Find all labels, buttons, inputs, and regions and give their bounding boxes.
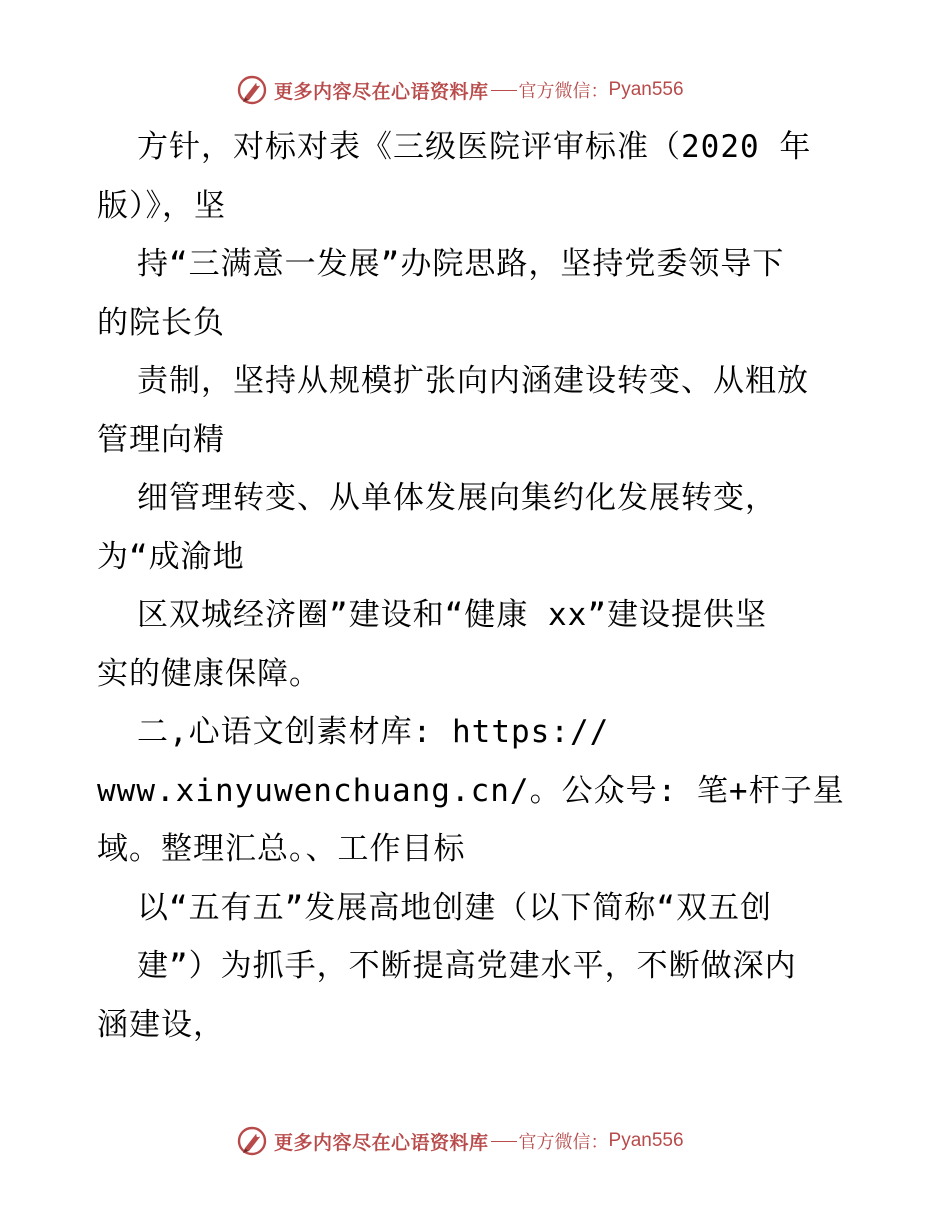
text-line: 的院长负 bbox=[97, 304, 225, 341]
text-line: 管理向精 bbox=[97, 421, 225, 458]
text-line: 二,心语文创素材库: https:// bbox=[137, 714, 610, 750]
text-line: 方针，对标对表《三级医院评审标准（2020 年 bbox=[137, 129, 812, 165]
text-line: www.xinyuwenchuang.cn/。公众号: 笔+杆子星 bbox=[97, 772, 845, 809]
text-line: 持“三满意一发展”办院思路，坚持党委领导下 bbox=[137, 246, 785, 282]
document-body bbox=[97, 118, 857, 1054]
footer-wechat-label: 官方微信： bbox=[518, 1132, 609, 1153]
footer-wechat-id: Pyan556 bbox=[608, 1130, 684, 1151]
header-banner[interactable] bbox=[236, 72, 684, 108]
footer-banner[interactable] bbox=[236, 1123, 684, 1159]
text-line: 区双城经济圈”建设和“健康 xx”建设提供坚 bbox=[137, 597, 767, 633]
footer-brand-text: 更多内容尽在心语资料库 bbox=[274, 1131, 489, 1154]
text-line: 版）》，坚 bbox=[97, 187, 226, 224]
header-brand-text: 更多内容尽在心语资料库 bbox=[274, 80, 489, 103]
text-line: 责制，坚持从规模扩张向内涵建设转变、从粗放 bbox=[137, 363, 809, 399]
text-line: 细管理转变、从单体发展向集约化发展转变， bbox=[137, 480, 777, 516]
header-wechat-label: 官方微信： bbox=[518, 81, 609, 102]
text-line: 建”）为抓手，不断提高党建水平，不断做深内 bbox=[137, 948, 797, 984]
text-line: 涵建设， bbox=[97, 1006, 225, 1043]
text-line: 实的健康保障。 bbox=[97, 655, 321, 692]
text-line: 为“成渝地 bbox=[97, 538, 245, 575]
header-wechat-id: Pyan556 bbox=[608, 79, 684, 100]
pen-circle-logo-icon bbox=[236, 1125, 268, 1157]
footer-dash bbox=[491, 1141, 517, 1142]
text-line: 以“五有五”发展高地创建（以下简称“双五创 bbox=[137, 889, 772, 926]
header-dash bbox=[491, 90, 517, 91]
text-line: 域。整理汇总。、工作目标 bbox=[97, 831, 466, 867]
pen-circle-logo-icon bbox=[236, 74, 268, 106]
